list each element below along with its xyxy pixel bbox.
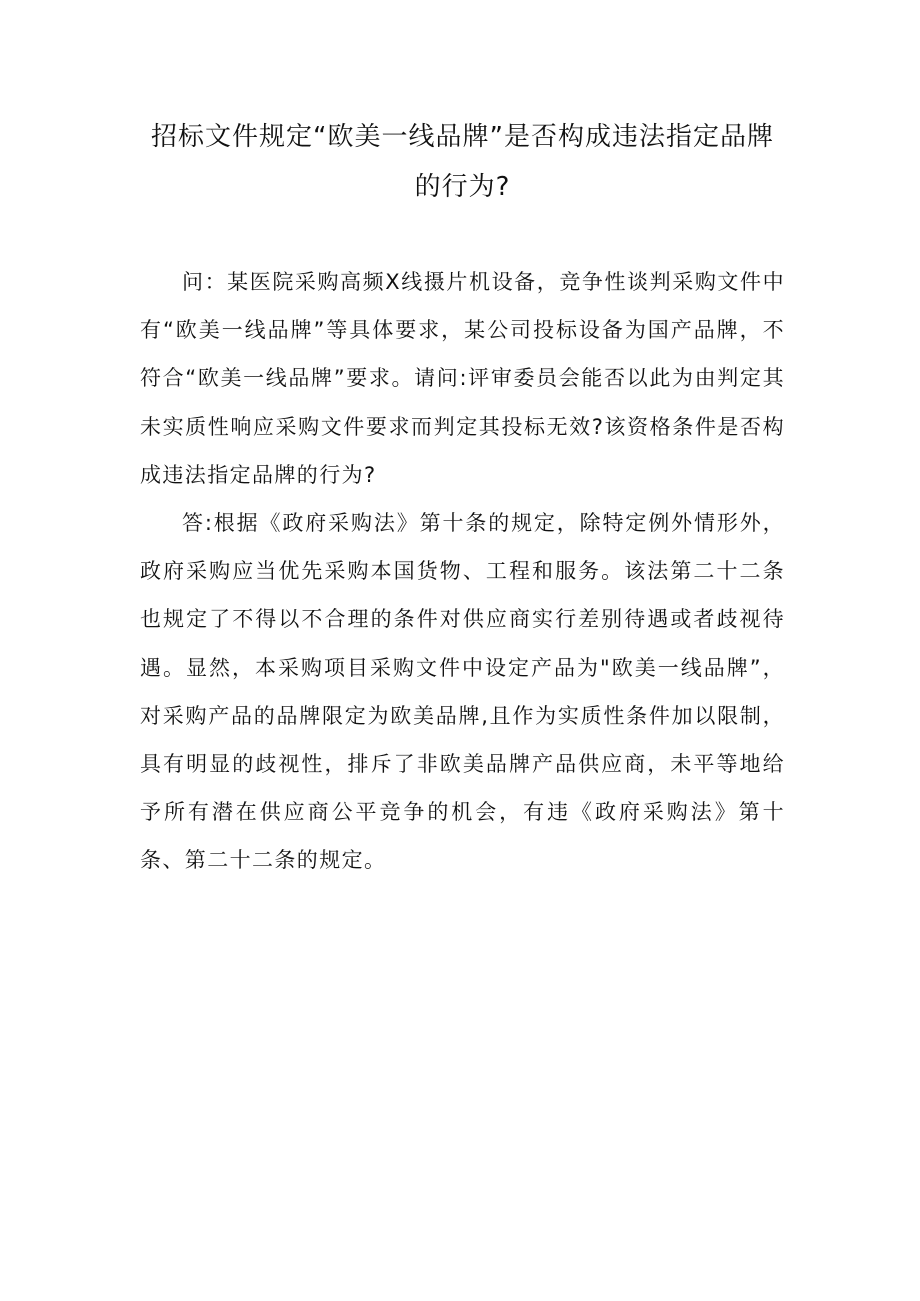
document-body <box>140 258 785 885</box>
question-paragraph: 问：某医院采购高频X线摄片机设备，竞争性谈判采购文件中有“欧美一线品牌”等具体要求，某公司投标设备为国产品牌，不符合“欧美一线品牌”要求。请问:评审委员会能否以此为由判定其未实质性响应采购文件要求而判定其投标无效?该资格条件是否构成违法指定品牌的行为? <box>140 270 785 487</box>
answer-paragraph: 答:根据《政府采购法》第十条的规定，除特定例外情形外，政府采购应当优先采购本国货物、工程和服务。该法第二十二条也规定了不得以不合理的条件对供应商实行差别待遇或者歧视待遇。显然，本采购项目采购文件中设定产品为"欧美一线品牌”，对采购产品的品牌限定为欧美品牌,且作为实质性条件加以限制，具有明显的歧视性，排斥了非欧美品牌产品供应商，未平等地给予所有潜在供应商公平竞争的机会，有违《政府采购法》第十条、第二十二条的规定。 <box>140 511 785 873</box>
document-title: 招标文件规定“欧美一线品牌”是否构成违法指定品牌的行为? <box>151 122 774 202</box>
